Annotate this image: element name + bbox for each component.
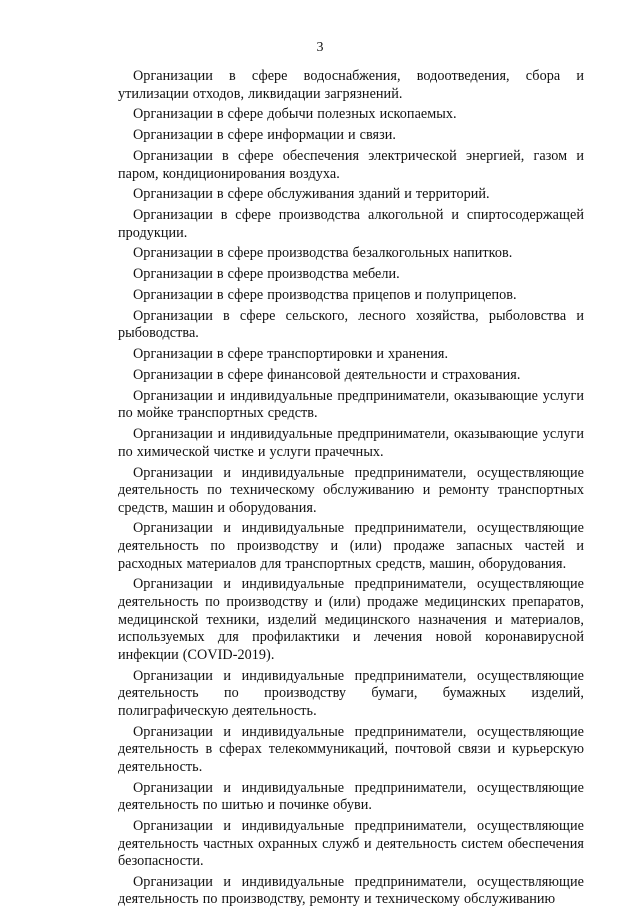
paragraph: Организации и индивидуальные предприниматели, оказывающие услуги по мойке транспортных средств. xyxy=(118,387,584,422)
paragraph: Организации и индивидуальные предприниматели, осуществляющие деятельность по техническому обслуживанию и ремонту транспортных средств, машин и оборудования. xyxy=(118,464,584,516)
paragraph: Организации в сфере производства алкогольной и спиртосодержащей продукции. xyxy=(118,207,584,241)
paragraph: Организации в сфере транспортировки и хранения. xyxy=(133,346,449,363)
paragraph: Организации и индивидуальные предприниматели, осуществляющие деятельность по производству бумаги, бумажных изделий, полиграфическую деятельность. xyxy=(118,667,584,719)
paragraph: Организации в сфере водоснабжения, водоотведения, сбора и утилизации отходов, ликвидации загрязнений. xyxy=(118,68,584,102)
paragraph: Организации и индивидуальные предприниматели, осуществляющие деятельность по производству и (или) продаже медицинских препаратов, медицинской техники, изделий медицинского назначения и материалов, используемых для профилактики и лечения новой коронавирусной инфекции (COVID-2019). xyxy=(118,576,584,663)
paragraph: Организации в сфере информации и связи. xyxy=(133,127,397,144)
paragraph: Организации в сфере сельского, лесного хозяйства, рыболовства и рыбоводства. xyxy=(118,307,584,342)
page-number: 3 xyxy=(316,40,324,55)
paragraph: Организации в сфере добычи полезных ископаемых. xyxy=(133,106,457,123)
paragraph: Организации в сфере производства мебели. xyxy=(133,266,400,283)
paragraph: Организации в сфере финансовой деятельности и страхования. xyxy=(133,366,521,383)
paragraph: Организации в сфере обслуживания зданий и территорий. xyxy=(133,186,490,203)
paragraph: Организации в сфере обеспечения электрической энергией, газом и паром, кондиционирования воздуха. xyxy=(118,147,584,182)
paragraph: Организации и индивидуальные предприниматели, осуществляющие деятельность в сферах телекоммуникаций, почтовой связи и курьерскую деятельность. xyxy=(118,723,584,775)
paragraph: Организации и индивидуальные предприниматели, осуществляющие деятельность по производству, ремонту и техническому обслуживанию xyxy=(118,873,584,908)
paragraph: Организации и индивидуальные предприниматели, осуществляющие деятельность частных охранных служб и деятельность систем обеспечения безопасности. xyxy=(118,817,584,870)
paragraph: Организации и индивидуальные предприниматели, осуществляющие деятельность по шитью и починке обуви. xyxy=(118,779,584,814)
paragraph: Организации и индивидуальные предприниматели, оказывающие услуги по химической чистке и услуги прачечных. xyxy=(118,426,584,460)
paragraph: Организации и индивидуальные предприниматели, осуществляющие деятельность по производству и (или) продаже запасных частей и расходных материалов для транспортных средств, машин, оборудования. xyxy=(118,520,584,572)
paragraph: Организации в сфере производства прицепов и полуприцепов. xyxy=(133,287,517,304)
paragraph: Организации в сфере производства безалкогольных напитков. xyxy=(133,245,513,262)
paragraph-list xyxy=(118,68,584,912)
